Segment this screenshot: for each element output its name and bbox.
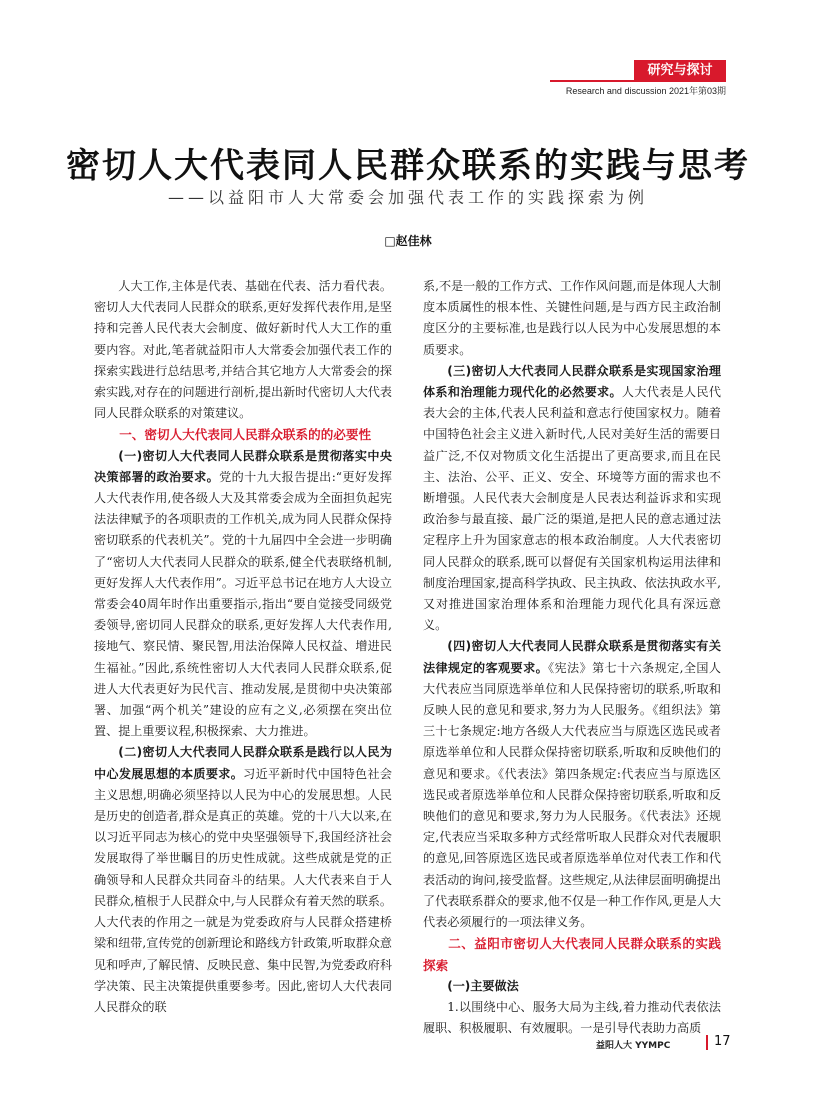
subsection-3-body: 人大代表是人民代表大会的主体,代表人民利益和意志行使国家权力。随着中国特色社会主义进入新时代,人民对美好生活的需要日益广泛,不仅对物质文化生活提出了更高要求,而且在民主、法治、公平、正义、安全、环境等方面的需求也不断增强。人民代表大会制度是人民表达利益诉求和实现政治参与最直接、最广泛的渠道,是把人民的意志通过法定程序上升为国家意志的根本政治制度。人大代表密切同人民群众的联系,既可以督促有关国家机构运用法律和制度治理国家,提高科学执政、民主执政、依法执政水平,又对推进国家治理体系和治理能力现代化具有深远意义。: [423, 385, 721, 633]
footer-divider: [706, 1035, 708, 1050]
subsection-5-body: 1.以围绕中心、服务大局为主线,着力推动代表依法履职、积极履职、有效履职。一是引导代表助力高质: [423, 999, 721, 1036]
section-1-heading: 一、密切人大代表同人民群众联系的的必要性: [119, 427, 372, 443]
subsection-2: [94, 742, 392, 1018]
header-rule: [550, 80, 726, 82]
magazine-name: 益阳人大 YYMPC: [596, 1041, 671, 1051]
article-author: □赵佳林: [384, 234, 432, 248]
continuation-paragraph: 系,不是一般的工作方式、工作作风问题,而是体现人大制度本质属性的根本性、关键性问题,是与西方民主政治制度区分的主要标准,也是践行以人民为中心发展思想的本质要求。: [423, 279, 721, 357]
section-tag: 研究与探讨: [634, 60, 726, 82]
subsection-5-heading-text: (一)主要做法: [447, 978, 519, 993]
subsection-4-body: 《宪法》第七十六条规定,全国人大代表应当同原选举单位和人民保持密切的联系,听取和反映人民的意见和要求,努力为人民服务。《组织法》第三十七条规定:地方各级人大代表应当与原选区选民或者原选举单位和人民群众保持密切联系,听取和反映他们的意见和要求。《代表法》第四条规定:代表应当与原选区选民或者原选举单位和人民群众保持密切联系,听取和反映他们的意见和要求,努力为人民服务。《代表法》还规定,代表应当采取多种方式经常听取人民群众对代表履职的意见,回答原选区选民或者原选举单位对代表工作和代表活动的询问,接受监督。这些规定,从法律层面明确提出了代表联系群众的要求,他不仅是一种工作作风,更是人大代表必须履行的一项法律义务。: [423, 660, 721, 930]
subsection-3-heading: (三)密切人大代表同人民群众联系是实现国家治理体系和治理能力现代化的必然要求。: [423, 363, 721, 400]
subsection-1-body: 党的十九大报告提出:“更好发挥人大代表作用,使各级人大及其常委会成为全面担负起宪法法律赋予的各项职责的工作机关,成为同人民群众保持密切联系的代表机关”。党的十九届四中全会进一步明确了“密切人大代表同人民群众的联系,健全代表联络机制,更好发挥人大代表作用”。习近平总书记在地方人大设立常委会40周年时作出重要指示,指出“要自觉接受同级党委领导,密切同人民群众的联系,更好发挥人大代表作用,接地气、察民情、聚民智,用法治保障人民权益、增进民生福祉。”因此,系统性密切人大代表同人民群众联系,促进人大代表更好为民代言、推动发展,是贯彻中央决策部署、加强“两个机关”建设的应有之义,必须摆在突出位置、提上重要议程,积极探索、大力推进。: [94, 469, 392, 739]
right-column: [423, 276, 721, 1039]
subsection-4-heading: (四)密切人大代表同人民群众联系是贯彻落实有关法律规定的客观要求。: [423, 639, 721, 675]
subsection-2-body: 习近平新时代中国特色社会主义思想,明确必须坚持以人民为中心的发展思想。人民是历史的创造者,群众是真正的英雄。党的十八大以来,在以习近平同志为核心的党中央坚强领导下,我国经济社会发展取得了举世瞩目的历史性成就。这些成就是党的正确领导和人民群众共同奋斗的结果。人大代表来自于人民群众,植根于人民群众中,与人民群众有着天然的联系。人大代表的作用之一就是为党委政府与人民群众搭建桥梁和纽带,宣传党的创新理论和路线方针政策,听取群众意见和呼声,了解民情、反映民意、集中民智,为党委政府科学决策、民主决策提供重要参考。因此,密切人大代表同人民群众的联: [94, 766, 392, 1014]
subsection-2-heading: (二)密切人大代表同人民群众联系是践行以人民为中心发展思想的本质要求。: [94, 745, 392, 781]
subsection-1: [94, 446, 392, 743]
subsection-4: [423, 636, 721, 933]
page-number: 17: [714, 1034, 731, 1049]
intro-paragraph: 人大工作,主体是代表、基础在代表、活力看代表。密切人大代表同人民群众的联系,更好发挥代表作用,是坚持和完善人民代表大会制度、做好新时代人大工作的重要内容。对此,笔者就益阳市人大常委会加强代表工作的探索实践进行总结思考,并结合其它地方人大常委会的探索实践,对存在的问题进行剖析,提出新时代密切人大代表同人民群众联系的对策建议。: [94, 279, 392, 421]
subsection-1-heading: (一)密切人大代表同人民群众联系是贯彻落实中央决策部署的政治要求。: [94, 448, 392, 484]
subsection-5-heading: [423, 976, 721, 997]
article-subtitle: ——以益阳市人大常委会加强代表工作的实践探索为例: [167, 188, 648, 207]
issue-line: Research and discussion 2021年第03期: [565, 86, 726, 96]
section-2-heading: 二、益阳市密切人大代表同人民群众联系的实践探索: [423, 936, 721, 973]
left-column: [94, 276, 392, 1018]
subsection-3: [423, 361, 721, 637]
article-title: 密切人大代表同人民群众联系的实践与思考: [66, 146, 750, 186]
